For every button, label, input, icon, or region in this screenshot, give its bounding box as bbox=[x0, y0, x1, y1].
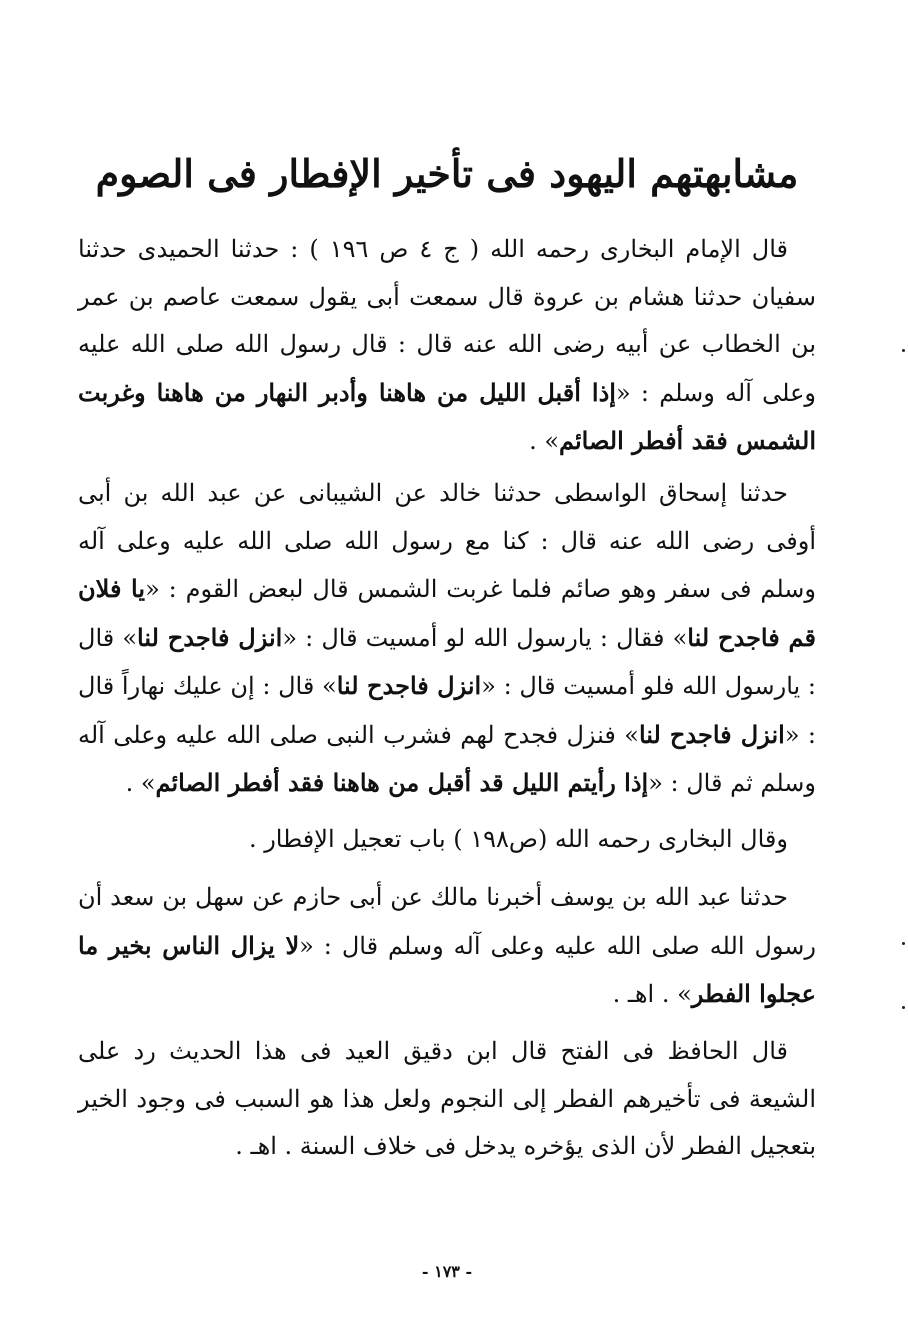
hadith-quote: انزل فاجدح لنا bbox=[336, 671, 482, 700]
text-span: » . اهـ . bbox=[612, 980, 692, 1008]
text-span: حدثنا إسحاق الواسطى حدثنا خالد عن الشيبانى عن عبد الله بن أبى أوفى رضى الله عنه قال : كنا مع رسول الله صلى الله عليه وعلى آله وسلم فى سفر وهو صائم فلما غربت الشمس قال لبعض القوم : « bbox=[78, 479, 817, 603]
paragraph-2 bbox=[78, 470, 816, 808]
scan-speck bbox=[902, 1006, 905, 1009]
text-span: » . bbox=[125, 769, 156, 797]
hadith-quote: انزل فاجدح لنا bbox=[137, 622, 283, 652]
document-page bbox=[78, 0, 816, 1344]
text-span: » فقال : يارسول الله لو أمسيت قال : « bbox=[282, 623, 688, 652]
text-span: قال الحافظ فى الفتح قال ابن دقيق العيد فى هذا الحديث رد على الشيعة فى تأخيرهم الفطر إلى النجوم ولعل هذا هو السبب فى وجود الخير بتعجيل الفطر لأن الذى يؤخره يدخل فى خلاف السنة . اهـ . bbox=[78, 1037, 816, 1160]
text-span: حدثنا عبد الله بن يوسف أخبرنا مالك عن أبى حازم عن سهل بن سعد أن رسول الله صلى الله عليه وعلى آله وسلم قال : « bbox=[78, 883, 816, 960]
hadith-quote: إذا رأيتم الليل قد أقبل من هاهنا فقد أفطر الصائم bbox=[155, 768, 649, 797]
text-span: » فنزل فجدح لهم فشرب النبى صلى الله عليه وعلى آله وسلم ثم قال : « bbox=[78, 720, 816, 797]
scan-speck bbox=[902, 942, 905, 945]
text-span: » قال : إن عليك نهاراً قال : « bbox=[78, 672, 816, 749]
text-span: » . bbox=[529, 427, 560, 455]
text-span: وقال البخارى رحمه الله (ص١٩٨ ) باب تعجيل الإفطار . bbox=[248, 825, 788, 853]
paragraph-4 bbox=[78, 874, 816, 1019]
scan-speck bbox=[902, 349, 905, 352]
text-span: قال الإمام البخارى رحمه الله ( ج ٤ ص ١٩٦ ) : حدثنا الحميدى حدثنا سفيان حدثنا هشام بن عروة قال سمعت أبى يقول سمعت عاصم بن عمر بن الخطاب عن أبيه رضى الله عنه قال : قال رسول الله صلى الله عليه وعلى آله وسلم : « bbox=[78, 235, 816, 407]
paragraph-3 bbox=[78, 816, 816, 864]
hadith-quote: انزل فاجدح لنا bbox=[638, 719, 785, 749]
page-number: - ١٧٣ - bbox=[421, 1262, 473, 1281]
page-title: مشابهتهم اليهود فى تأخير الإفطار فى الصوم bbox=[95, 151, 799, 196]
hadith-quote: لا يزال الناس بخير ما عجلوا الفطر bbox=[78, 930, 816, 1008]
paragraph-1 bbox=[78, 226, 816, 466]
hadith-quote: يا فلان قم فاجدح لنا bbox=[78, 574, 816, 652]
text-span: » قال : يارسول الله فلو أمسيت قال : « bbox=[78, 623, 817, 700]
hadith-quote: إذا أقبل الليل من هاهنا وأدبر النهار من هاهنا وغربت الشمس فقد أفطر الصائم bbox=[78, 377, 816, 455]
paragraph-5 bbox=[78, 1028, 816, 1171]
